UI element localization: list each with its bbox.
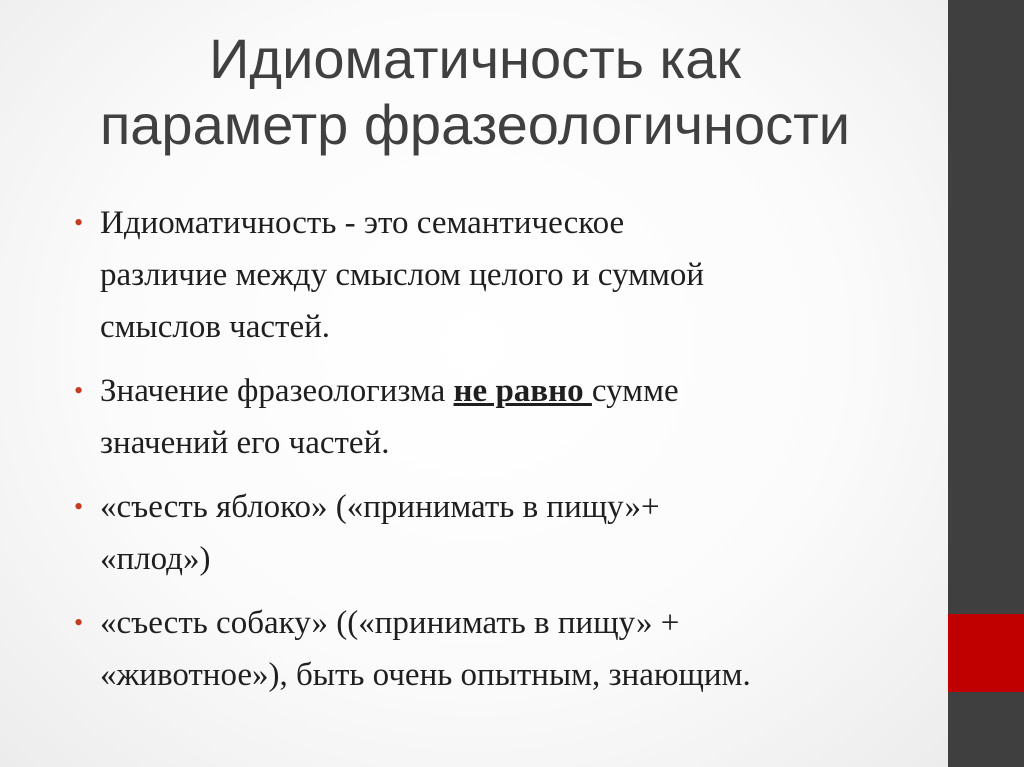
bullet-text-line: «плод») — [100, 541, 211, 577]
bullet-marker: • — [74, 376, 84, 405]
title-line-1: Идиоматичность как — [209, 27, 741, 90]
sidebar-accent-block — [948, 614, 1024, 692]
bullet-text-line: различие между смыслом целого и суммой — [100, 257, 705, 293]
bullet-marker: • — [74, 608, 84, 637]
bullet-text-segment: сумме — [591, 373, 679, 409]
bullet-text-line: значений его частей. — [100, 425, 390, 461]
bullet-example-dog — [72, 597, 932, 701]
bullet-text-line: «съесть собаку» ((«принимать в пищу» + — [100, 605, 680, 641]
bullet-text-line: Идиоматичность - это семантическое — [100, 205, 625, 241]
bullet-text-line: смыслов частей. — [100, 309, 331, 345]
bullet-text-segment: Значение фразеологизма — [100, 373, 454, 409]
bullet-list — [72, 197, 932, 713]
bullet-marker: • — [74, 492, 84, 521]
slide-title — [20, 26, 930, 158]
bullet-marker: • — [74, 208, 84, 237]
bullet-idiomaticity-definition — [72, 197, 932, 353]
bullet-text-line: «животное»), быть очень опытным, знающим. — [100, 657, 751, 693]
bullet-example-apple — [72, 481, 932, 585]
bullet-text-line — [100, 365, 932, 417]
title-line-2: параметр фразеологичности — [99, 93, 851, 156]
bullet-meaning-not-equal — [72, 365, 932, 469]
bullet-text-line: «съесть яблоко» («принимать в пищу»+ — [100, 489, 660, 525]
emphasis-not-equal: не равно — [453, 373, 592, 409]
